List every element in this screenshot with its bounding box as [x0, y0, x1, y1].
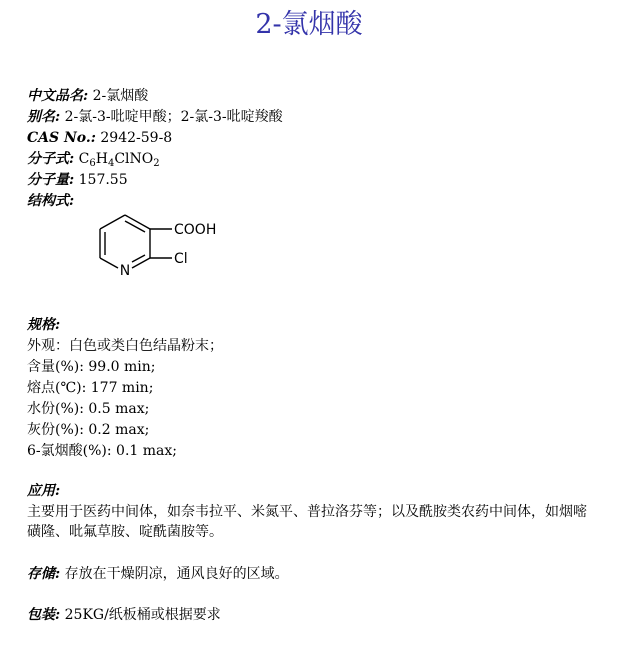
spec-item: 6-氯烟酸(%): 0.1 max; — [27, 443, 177, 459]
spec-heading: 规格: — [27, 317, 61, 333]
colon: : — [69, 151, 75, 167]
usage-heading: 应用: — [27, 483, 61, 499]
mw-row — [27, 170, 128, 190]
cn-name-value: 2-氯烟酸 — [92, 88, 149, 104]
formula-label: 分子式 — [27, 151, 69, 167]
spec-item: 水份(%): 0.5 max; — [27, 401, 150, 417]
nitrogen-label: N — [119, 263, 131, 279]
colon: : — [90, 130, 96, 146]
alias-row — [27, 107, 283, 127]
pyridine-ring — [100, 215, 172, 268]
structure-row — [27, 191, 74, 211]
page-title: 2-氯烟酸 — [255, 9, 363, 40]
colon: : — [55, 109, 61, 125]
chlorine-label: Cl — [174, 251, 188, 267]
cn-name-label: 中文品名 — [27, 88, 83, 104]
alias-value: 2-氯-3-吡啶甲酸；2-氯-3-吡啶羧酸 — [64, 109, 283, 125]
storage-label: 存储 — [27, 566, 55, 582]
spec-label: 规格 — [27, 317, 55, 333]
mw-value: 157.55 — [78, 172, 128, 188]
spec-item: 灰份(%): 0.2 max; — [27, 422, 150, 438]
package-row: 包装: 25KG/纸板桶或根据要求 — [27, 607, 221, 623]
usage-label: 应用 — [27, 483, 55, 499]
spec-item: 含量(%): 99.0 min; — [27, 359, 156, 375]
colon: : — [83, 88, 89, 104]
package-text: 25KG/纸板桶或根据要求 — [64, 607, 221, 623]
usage-text: 主要用于医药中间体，如奈韦拉平、米氮平、普拉洛芬等；以及酰胺类农药中间体，如烟嘧磺隆、吡氟草胺、啶酰菌胺等。 — [27, 504, 587, 540]
mw-label: 分子量 — [27, 172, 69, 188]
structure-diagram — [95, 212, 245, 284]
storage-row: 存储: 存放在干燥阴凉，通风良好的区域。 — [27, 566, 289, 582]
formula-row — [27, 149, 160, 169]
cn-name-row — [27, 86, 148, 106]
colon: : — [69, 172, 75, 188]
cooh-label: COOH — [174, 222, 217, 238]
spec-item: 熔点(℃): 177 min; — [27, 380, 154, 396]
colon: : — [69, 193, 75, 209]
formula-value: $C_6H_4ClNO_2$ — [78, 151, 160, 169]
structure-label: 结构式 — [27, 193, 69, 209]
cas-row — [27, 128, 172, 148]
alias-label: 别名 — [27, 109, 55, 125]
storage-text: 存放在干燥阴凉，通风良好的区域。 — [64, 566, 289, 582]
spec-item: 外观：白色或类白色结晶粉末； — [27, 338, 223, 354]
package-label: 包装 — [27, 607, 55, 623]
cas-value: 2942-59-8 — [100, 130, 173, 146]
cas-label: CAS No. — [27, 130, 91, 146]
